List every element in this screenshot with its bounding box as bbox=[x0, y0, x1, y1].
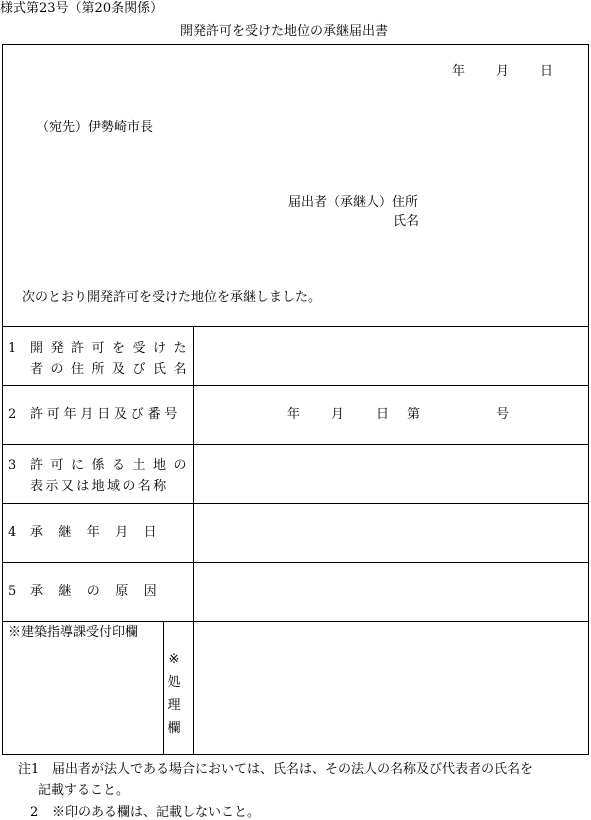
statement: 次のとおり開発許可を受けた地位を承継しました。 bbox=[22, 290, 322, 305]
notifier-address-label: 届出者（承継人）住所 bbox=[288, 195, 419, 210]
reception-stamp-label: ※建築指導課受付印欄 bbox=[8, 625, 139, 640]
divider bbox=[2, 444, 589, 445]
row-label: 開発許可を受けた bbox=[30, 341, 195, 356]
notifier-name-label: 氏名 bbox=[393, 214, 420, 229]
form-frame bbox=[2, 44, 589, 755]
addressee: （宛先）伊勢崎市長 bbox=[36, 120, 154, 135]
row-number: 3 bbox=[8, 458, 17, 473]
divider bbox=[2, 385, 589, 386]
date-month: 月 bbox=[496, 64, 510, 79]
row-label: 許可年月日及び番号 bbox=[30, 407, 182, 422]
note-text: 届出者が法人である場合においては、氏名は、その法人の名称及び代表者の氏名を bbox=[52, 762, 534, 777]
row-label: 承 継 年 月 日 bbox=[30, 525, 158, 540]
row-number: 4 bbox=[8, 525, 17, 540]
form-title: 開発許可を受けた地位の承継届出書 bbox=[180, 24, 389, 39]
divider bbox=[2, 562, 589, 563]
row-number: 2 bbox=[8, 407, 17, 422]
note-text: ※印のある欄は、記載しないこと。 bbox=[52, 805, 261, 820]
processing-label: ※ 処 理 欄 bbox=[167, 652, 181, 736]
date-day: 日 bbox=[540, 64, 554, 79]
permit-go: 号 bbox=[496, 407, 510, 422]
permit-day: 日 bbox=[376, 407, 390, 422]
row-label: 者の住所及び氏名 bbox=[30, 362, 195, 377]
row-label: 許可に係る土地の bbox=[30, 458, 195, 473]
row-number: 5 bbox=[8, 584, 17, 599]
row-number: 1 bbox=[8, 341, 17, 356]
note-text: 記載すること。 bbox=[38, 783, 130, 798]
column-divider bbox=[163, 621, 164, 755]
form-number: 様式第23号（第20条関係） bbox=[0, 1, 164, 16]
divider bbox=[2, 621, 589, 622]
divider bbox=[2, 326, 589, 327]
permit-dai: 第 bbox=[407, 407, 421, 422]
date-year: 年 bbox=[452, 64, 466, 79]
row-label: 表示又は地域の名称 bbox=[30, 479, 169, 494]
divider bbox=[2, 503, 589, 504]
row-label: 承 継 の 原 因 bbox=[30, 584, 158, 599]
note-number: 2 bbox=[30, 805, 39, 820]
permit-month: 月 bbox=[331, 407, 345, 422]
column-divider bbox=[193, 621, 194, 755]
note-number: 注1 bbox=[18, 762, 40, 777]
permit-year: 年 bbox=[287, 407, 301, 422]
